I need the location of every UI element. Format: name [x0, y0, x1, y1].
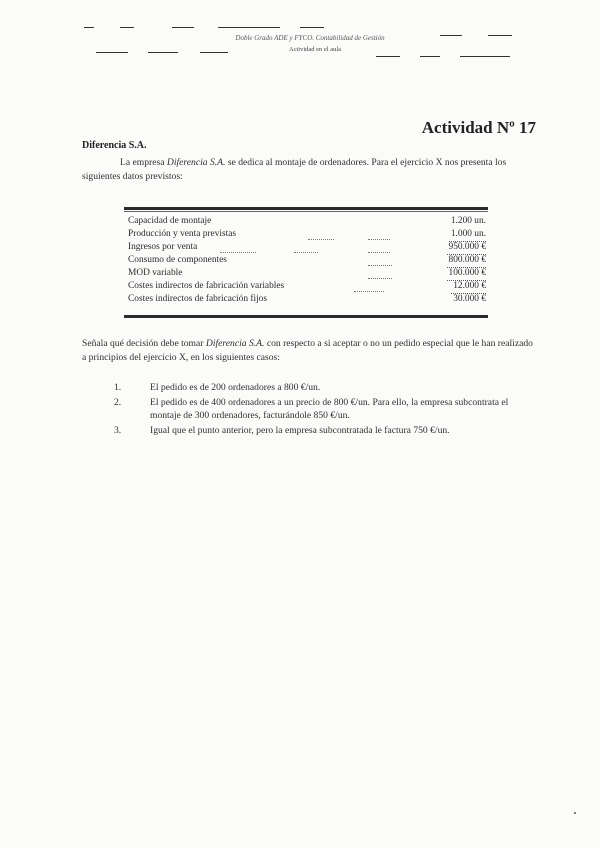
- header-activity-type: Actividad en el aula: [288, 46, 342, 53]
- item-text: El pedido es de 400 ordenadores a un precio de 800 €/un. Para ello, la empresa subcontrata el montaje de 300 ordenadores, facturándole 850 €/un.: [150, 396, 509, 421]
- list-item: [114, 396, 534, 423]
- header-dash: [200, 52, 228, 53]
- header-course: Doble Grado ADE y FYCO. Contabilidad de Gestión: [235, 34, 385, 42]
- data-table: [124, 207, 488, 319]
- item-number: 1.: [114, 382, 122, 393]
- scan-speck: [574, 812, 576, 814]
- cases-list: [114, 381, 534, 438]
- row-value: 1.000 un.: [449, 228, 486, 242]
- row-label: Costes indirectos de fabricación variables: [128, 281, 285, 291]
- row-label: Costes indirectos de fabricación fijos: [128, 294, 268, 304]
- leader-dots: [368, 265, 392, 266]
- header-dash: [460, 56, 510, 57]
- table-top-rule-thin: [124, 211, 488, 212]
- question-before: Señala qué decisión debe tomar: [82, 338, 206, 349]
- list-item: [114, 381, 534, 395]
- header-dash: [218, 27, 280, 28]
- row-label: MOD variable: [128, 268, 183, 278]
- row-value: 1.200 un.: [450, 216, 486, 226]
- row-value: 100.000 €: [447, 267, 487, 281]
- intro-before: La empresa: [120, 157, 167, 168]
- question-company: Diferencia S.A.: [205, 338, 265, 349]
- table-row: [128, 267, 486, 280]
- table-bottom-rule: [124, 315, 488, 318]
- row-value: 950.000 €: [447, 241, 487, 255]
- header-dash: [120, 27, 134, 28]
- question-paragraph: [82, 337, 534, 365]
- row-value: 800.000 €: [447, 254, 487, 268]
- leader-dots: [294, 252, 318, 253]
- header-dash: [84, 27, 94, 28]
- intro-paragraph: [82, 156, 532, 184]
- leader-dots: [308, 239, 334, 240]
- leader-dots: [368, 278, 392, 279]
- leader-dots: [220, 252, 256, 253]
- company-heading: Diferencia S.A.: [82, 140, 147, 151]
- row-label: Ingresos por venta: [128, 242, 198, 252]
- header-dash: [172, 27, 194, 28]
- item-number: 2.: [114, 396, 122, 408]
- intro-after: se dedica al montaje de ordenadores. Para el ejercicio X nos presenta los siguientes datos previstos:: [82, 157, 507, 182]
- table-row: [128, 215, 486, 228]
- header-dash: [96, 52, 128, 53]
- leader-dots: [368, 252, 390, 253]
- page-title: Actividad Nº 17: [421, 118, 536, 137]
- question-after: con respecto a si aceptar o no un pedido especial que le han realizado a principios del ejercicio X, en los siguientes casos:: [82, 338, 533, 363]
- leader-dots: [368, 239, 390, 240]
- header-dash: [420, 56, 440, 57]
- item-number: 3.: [114, 424, 122, 436]
- item-text: Igual que el punto anterior, pero la empresa subcontratada le factura 750 €/un.: [150, 424, 450, 436]
- table-row: [128, 254, 486, 267]
- header-dash: [376, 56, 400, 57]
- leader-dots: [354, 291, 384, 292]
- row-label: Consumo de componentes: [128, 255, 227, 265]
- table-row: [128, 293, 486, 306]
- header-dash: [488, 35, 512, 36]
- row-value: 30.000 €: [453, 294, 486, 304]
- row-label: Producción y venta previstas: [128, 229, 237, 239]
- table-row: [128, 228, 486, 241]
- table-row: [128, 280, 486, 293]
- table-top-rule: [124, 207, 488, 210]
- row-value: 12.000 €: [451, 280, 486, 294]
- header-dash: [148, 52, 178, 53]
- intro-company: Diferencia S.A.: [166, 157, 226, 168]
- header-dash: [440, 35, 462, 36]
- list-item: [114, 424, 534, 438]
- row-label: Capacidad de montaje: [128, 216, 212, 226]
- item-text: El pedido es de 200 ordenadores a 800 €/un.: [150, 382, 321, 393]
- header-dash: [300, 27, 324, 28]
